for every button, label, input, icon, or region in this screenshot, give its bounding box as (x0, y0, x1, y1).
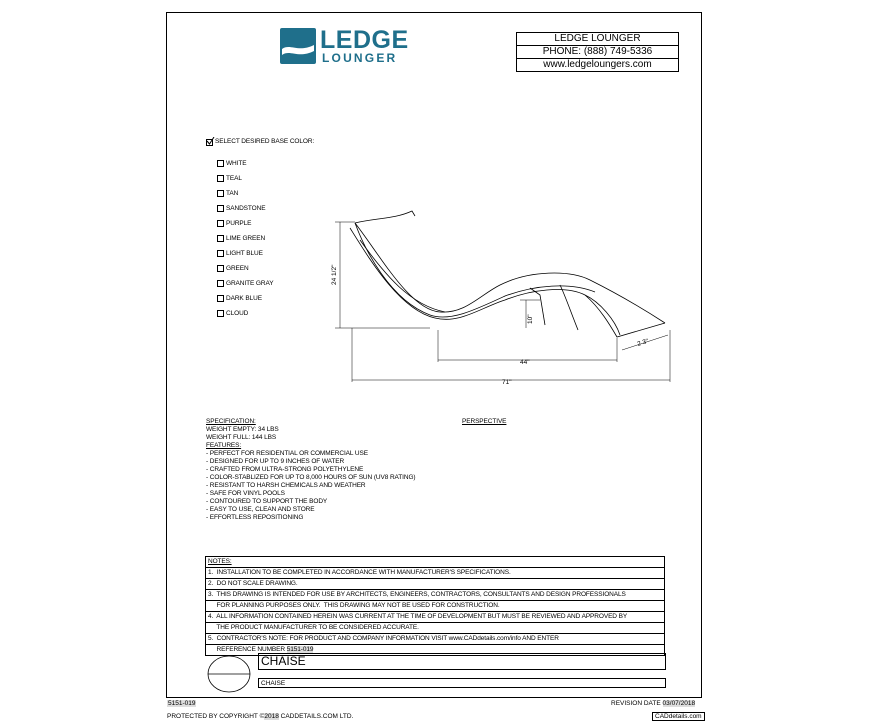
copyright-notice: PROTECTED BY COPYRIGHT ©2018 CADDETAILS.COM LTD. (167, 713, 354, 720)
feature-item: - COLOR-STABLIZED FOR UP TO 8,000 HOURS OF SUN (UV8 RATING) (206, 474, 416, 481)
note-reference-line: REFERENCE NUMBER 5151-019 (208, 646, 314, 653)
company-website[interactable]: www.ledgeloungers.com (543, 59, 652, 70)
base-color-header-label: SELECT DESIRED BASE COLOR: (215, 138, 315, 145)
checkbox-icon[interactable] (217, 205, 224, 212)
checkbox-icon[interactable] (217, 295, 224, 302)
base-color-label: TEAL (226, 174, 242, 182)
checkbox-icon[interactable] (217, 190, 224, 197)
base-color-option[interactable] (217, 201, 273, 216)
base-color-option[interactable] (217, 156, 273, 171)
feature-item: - CRAFTED FROM ULTRA-STRONG POLYETHYLENE (206, 466, 364, 473)
base-color-label: TAN (226, 189, 239, 197)
total-length-dimension: 71" (502, 379, 512, 386)
note-line: THE PRODUCT MANUFACTURER TO BE CONSIDERED ACCURATE. (206, 623, 664, 634)
detail-title: CHAISE (258, 653, 666, 670)
section-marker-icon (206, 654, 252, 694)
base-color-options (217, 156, 273, 321)
base-color-label: WHITE (226, 159, 247, 167)
revision-date: REVISION DATE 03/07/2018 (611, 700, 696, 707)
detail-subtitle: CHAISE (258, 678, 666, 688)
caddetails-link[interactable]: CADdetails.com (652, 712, 705, 721)
base-color-label: CLOUD (226, 309, 249, 317)
checkbox-icon[interactable] (217, 265, 224, 272)
checkbox-icon[interactable] (217, 175, 224, 182)
checkbox-icon[interactable] (217, 280, 224, 287)
feature-item: - EASY TO USE, CLEAN AND STORE (206, 506, 315, 513)
base-color-label: DARK BLUE (226, 294, 262, 302)
chaise-side-view-drawing (330, 200, 680, 390)
note-line: 4. ALL INFORMATION CONTAINED HEREIN WAS CURRENT AT THE TIME OF DEVELOPMENT BUT MUST BE REVIEWED AND APPROVED BY (206, 612, 664, 623)
perspective-label: PERSPECTIVE (462, 418, 507, 425)
feature-item: - SAFE FOR VINYL POOLS (206, 490, 285, 497)
feature-item: - DESIGNED FOR UP TO 9 INCHES OF WATER (206, 458, 345, 465)
base-color-option[interactable] (217, 171, 273, 186)
checkbox-icon[interactable] (217, 250, 224, 257)
company-info-box (516, 32, 679, 72)
base-color-label: PURPLE (226, 219, 252, 227)
note-line: 1. INSTALLATION TO BE COMPLETED IN ACCORDANCE WITH MANUFACTURER'S SPECIFICATIONS. (206, 568, 664, 579)
specification-block (206, 418, 415, 522)
feature-item: - CONTOURED TO SUPPORT THE BODY (206, 498, 328, 505)
weight-full: WEIGHT FULL: 144 LBS (206, 434, 277, 441)
feature-item: - RESISTANT TO HARSH CHEMICALS AND WEATHER (206, 482, 366, 489)
note-line: 3. THIS DRAWING IS INTENDED FOR USE BY ARCHITECTS, ENGINEERS, CONTRACTORS, CONSULTANTS AND DESIGN PROFESSIONALS (206, 590, 664, 601)
weight-empty: WEIGHT EMPTY: 34 LBS (206, 426, 279, 433)
height-dimension: 24 1/2" (331, 264, 338, 285)
base-color-label: GREEN (226, 264, 249, 272)
mid-length-dimension: 44" (520, 359, 530, 366)
notes-table (205, 556, 665, 656)
checkbox-icon[interactable] (217, 220, 224, 227)
water-depth-dimension: 10" (527, 314, 534, 324)
note-line: 5. CONTRACTOR'S NOTE: FOR PRODUCT AND COMPANY INFORMATION VISIT www.CADdetails.com/info AND ENTER (206, 634, 664, 645)
checkbox-icon[interactable] (217, 160, 224, 167)
features-list (206, 450, 415, 522)
base-color-option[interactable] (217, 246, 273, 261)
base-color-label: LIME GREEN (226, 234, 266, 242)
feature-item: - EFFORTLESS REPOSITIONING (206, 514, 304, 521)
note-line: 2. DO NOT SCALE DRAWING. (206, 579, 664, 590)
end-height-dimension: 2 3" (636, 337, 650, 348)
base-color-option[interactable] (217, 231, 273, 246)
base-color-option[interactable] (217, 186, 273, 201)
checkbox-icon[interactable] (217, 235, 224, 242)
base-color-option[interactable] (217, 216, 273, 231)
feature-item: - PERFECT FOR RESIDENTIAL OR COMMERCIAL USE (206, 450, 368, 457)
base-color-option[interactable] (217, 306, 273, 321)
checkbox-icon[interactable] (217, 310, 224, 317)
base-color-option[interactable] (217, 261, 273, 276)
base-color-header (206, 138, 314, 146)
notes-heading: NOTES: (206, 557, 664, 568)
note-line: FOR PLANNING PURPOSES ONLY. THIS DRAWING MAY NOT BE USED FOR CONSTRUCTION. (206, 601, 664, 612)
features-heading: FEATURES: (206, 442, 242, 449)
company-phone: PHONE: (888) 749-5336 (517, 46, 678, 59)
company-name: LEDGE LOUNGER (517, 33, 678, 46)
logo-wordmark-lounger: LOUNGER (322, 51, 398, 65)
base-color-option[interactable] (217, 276, 273, 291)
base-color-label: GRANITE GRAY (226, 279, 274, 287)
reference-number: 5151-019 (168, 700, 196, 707)
specification-heading: SPECIFICATION: (206, 418, 256, 425)
checked-checkbox-icon[interactable] (206, 139, 213, 146)
base-color-label: LIGHT BLUE (226, 249, 263, 257)
logo-wordmark-ledge: LEDGE (320, 26, 409, 54)
base-color-label: SANDSTONE (226, 204, 266, 212)
base-color-option[interactable] (217, 291, 273, 306)
